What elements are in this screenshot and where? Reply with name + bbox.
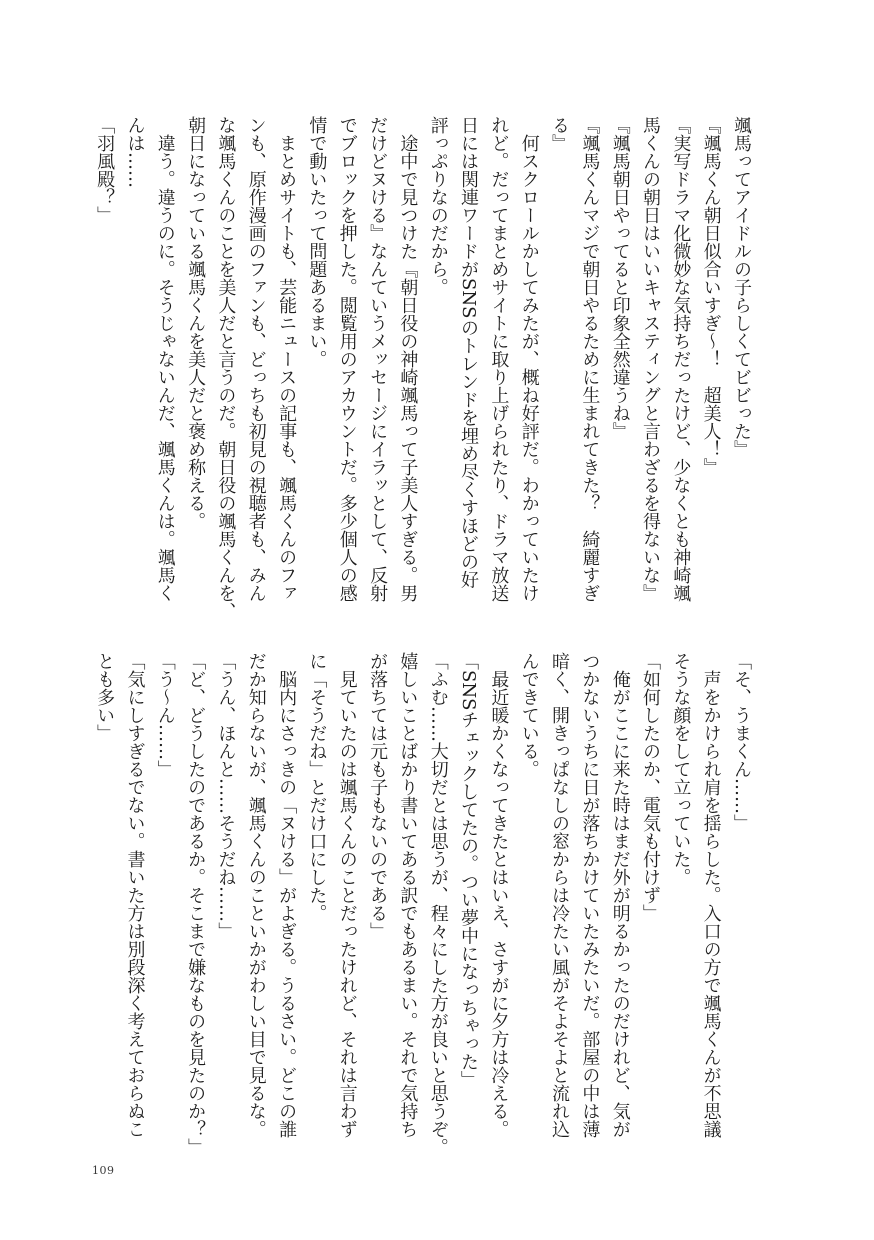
text-line: だか知らないが、颯馬くんのこといかがわしい目で見るな。 [245,652,267,1138]
text-line: 馬くんの朝日はいいキャスティングと言わざるを得ないな』 [640,116,662,602]
text-line: 「うん、ほんと……そうだね……」 [215,652,237,940]
text-line: 『颯馬朝日やってると印象全然違うね』 [609,116,631,440]
text-line: 「SNSチェックしてたの。つい夢中になっちゃった」 [458,652,480,1089]
text-line: 脳内にさっきの「ヌける」がよぎる。うるさい。どこの誰 [276,652,298,1138]
upper-text-block [88,116,756,620]
text-line: 暗く、開きっぱなしの窓からは冷たい風がそよそよと流れ込 [549,652,571,1138]
text-line: 日には関連ワードがSNSのトレンドを埋め尽くすほどの好 [458,116,480,589]
text-line: 何スクロールかしてみたが、概ね好評だ。わかっていたけ [518,116,540,602]
text-line: な颯馬くんのことを美人だと言うのだ。朝日役の颯馬くんを、 [215,116,237,620]
text-line: 朝日になっている颯馬くんを美人だと褒め称える。 [185,116,207,530]
text-line: 違う。違うのに。そうじゃないんだ、颯馬くんは。颯馬く [154,116,176,602]
text-line: 「気にしすぎるでない。書いた方は別段深く考えておらぬこ [124,652,146,1138]
text-line: 評っぷりなのだから。 [427,116,449,296]
text-line: 俺がここに来た時はまだ外が明るかったのだけれど、気が [609,652,631,1138]
text-line: そうな顔をして立っていた。 [670,652,692,886]
text-line: 颯馬ってアイドルの子らしくてビビった』 [731,116,752,458]
text-line: 『実写ドラマ化微妙な気持ちだったけど、少なくとも神崎颯 [670,116,692,602]
text-line: 見ていたのは颯馬くんのことだったけれど、それは言わず [336,652,358,1138]
text-line: る』 [549,116,571,152]
text-line: が落ちては元も子もないのである」 [367,652,389,940]
text-line: 嬉しいことばかり書いてある訳でもあるまい。それで気持ち [397,652,419,1138]
lower-text-block [88,652,756,1156]
text-line: 『颯馬くん朝日似合いすぎ～！ 超美人！』 [700,116,722,476]
text-line: まとめサイトも、芸能ニュースの記事も、颯馬くんのファ [276,116,298,602]
text-line: 声をかけられ肩を揺らした。入口の方で颯馬くんが不思議 [700,652,722,1138]
text-line: だけどヌける』なんていうメッセージにイラッとして、反射 [367,116,389,602]
text-line: 最近暖かくなってきたとはいえ、さすがに夕方は冷える。 [488,652,510,1138]
text-line: 「ふむ……大切だとは思うが、程々にした方が良いと思うぞ。 [427,652,449,1156]
text-line: 「う～ん……」 [154,652,176,778]
text-line: 情で動いたって問題あるまい。 [306,116,328,368]
text-line: 「羽風殿？」 [94,116,116,224]
text-line: に「そうだね」とだけ口にした。 [306,652,328,922]
text-line: 「如何したのか、電気も付けず」 [640,652,662,922]
text-line: でブロックを押した。閲覧用のアカウントだ。多少個人の感 [336,116,358,602]
page-number: 109 [92,1164,115,1177]
text-line: 『颯馬くんマジで朝日やるために生まれてきた？ 綺麗すぎ [579,116,601,602]
text-line: 「そ、うまくん……」 [731,652,752,832]
text-line: れど。だってまとめサイトに取り上げられたり、ドラマ放送 [488,116,510,602]
text-line: つかないうちに日が落ちかけていたみたいだ。部屋の中は薄 [579,652,601,1138]
text-line: ンも、原作漫画のファンも、どっちも初見の視聴者も、みん [245,116,267,602]
text-line: 「ど、どうしたのであるか。そこまで嫌なものを見たのか？」 [185,652,207,1156]
text-line: んは…… [124,116,146,188]
text-line: 途中で見つけた『朝日役の神崎颯馬って子美人すぎる。男 [397,116,419,602]
text-line: とも多い」 [94,652,116,742]
text-line: んできている。 [518,652,540,778]
